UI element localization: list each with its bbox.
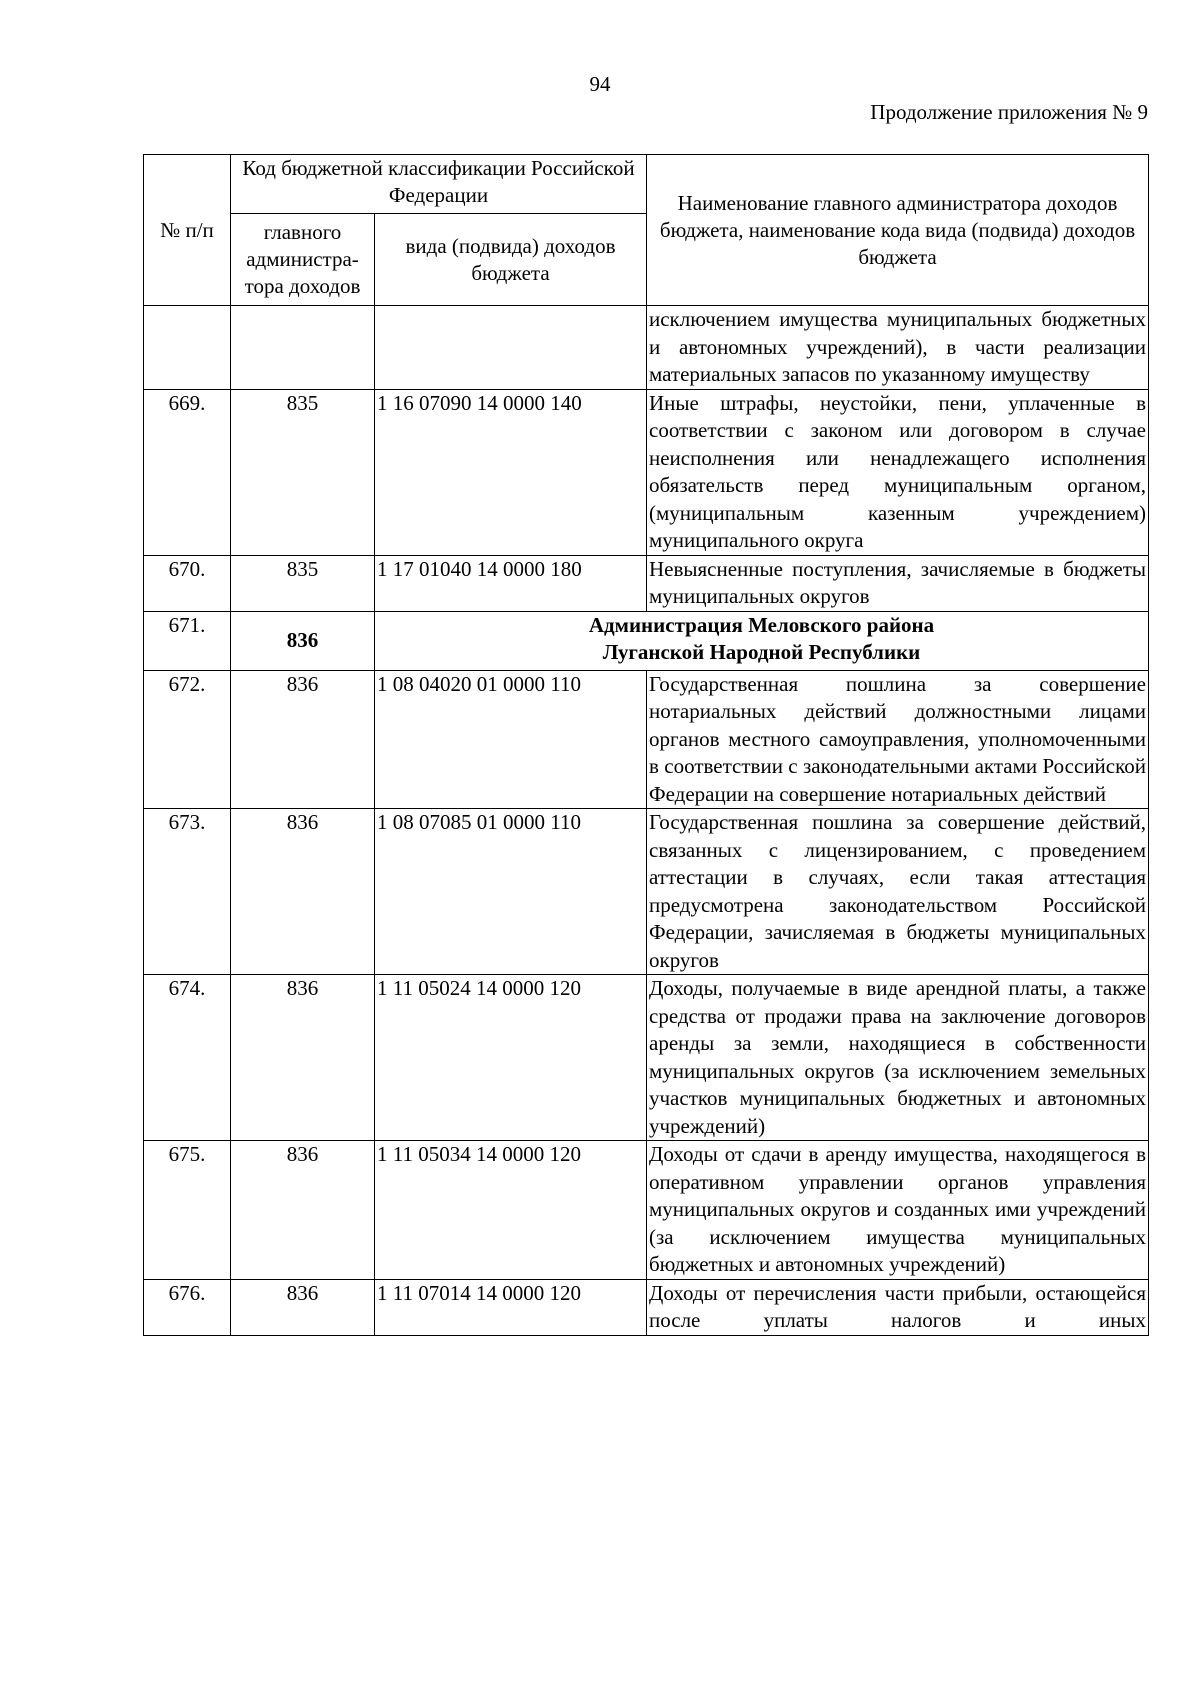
row-income-code: 1 16 07090 14 0000 140 (375, 389, 647, 555)
header-admin: главного администра-тора доходов (231, 214, 375, 306)
table-row (144, 1279, 1149, 1335)
row-income-code (375, 306, 647, 390)
row-income-name: Доходы от сдачи в аренду имущества, находящегося в оперативном управлении органов управления муниципальных округов и созданных ими учреждений (за исключением имущества муниципальных бюджетных и автономных учреждений) (647, 1141, 1149, 1280)
row-income-name: Государственная пошлина за совершение действий, связанных с лицензированием, с проведением аттестации в случаях, если такая аттестация предусмотрена законодательством Российской Федерации, зачисляемая в бюджеты муниципальных округов (647, 809, 1149, 975)
row-num: 671. (144, 611, 231, 670)
row-num: 675. (144, 1141, 231, 1280)
table-header-row (144, 155, 1149, 214)
table-row (144, 555, 1149, 611)
row-admin-code: 835 (231, 555, 375, 611)
administrator-title-line1: Администрация Меловского района (588, 612, 935, 637)
row-income-code: 1 08 07085 01 0000 110 (375, 809, 647, 975)
row-income-name: исключением имущества муниципальных бюджетных и автономных учреждений), в части реализации материальных запасов по указанному имуществу (647, 306, 1149, 390)
table-row (144, 306, 1149, 390)
row-income-code: 1 17 01040 14 0000 180 (375, 555, 647, 611)
table-row (144, 809, 1149, 975)
row-income-name: Доходы от перечисления части прибыли, остающейся после уплаты налогов и иных (647, 1279, 1149, 1335)
row-admin-code: 836 (231, 809, 375, 975)
row-num (144, 306, 231, 390)
row-income-code: 1 08 04020 01 0000 110 (375, 670, 647, 809)
row-income-name: Иные штрафы, неустойки, пени, уплаченные в соответствии с законом или договором в случае неисполнения или ненадлежащего исполнения обязательств перед муниципальным органом, (муниципальным казенным учреждением) муниципального округа (647, 389, 1149, 555)
header-num: № п/п (144, 155, 231, 306)
row-admin-code: 836 (231, 1279, 375, 1335)
row-admin-code: 836 (231, 670, 375, 809)
appendix-continuation-caption: Продолжение приложения № 9 (870, 100, 1148, 124)
row-income-name: Государственная пошлина за совершение нотариальных действий должностными лицами органов местного самоуправления, уполномоченными в соответствии с законодательными актами Российской Федерации на совершение нотариальных действий (647, 670, 1149, 809)
header-code: вида (подвида) доходов бюджета (375, 214, 647, 306)
row-num: 676. (144, 1279, 231, 1335)
row-num: 670. (144, 555, 231, 611)
row-admin-code: 836 (231, 1141, 375, 1280)
row-num: 669. (144, 389, 231, 555)
administrator-title (375, 611, 1149, 670)
row-income-code: 1 11 05024 14 0000 120 (375, 975, 647, 1141)
row-num: 672. (144, 670, 231, 809)
row-income-code: 1 11 07014 14 0000 120 (375, 1279, 647, 1335)
row-admin-code: 835 (231, 389, 375, 555)
table-row (144, 670, 1149, 809)
row-income-code: 1 11 05034 14 0000 120 (375, 1141, 647, 1280)
row-num: 673. (144, 809, 231, 975)
row-admin-code: 836 (231, 611, 375, 670)
header-code-group: Код бюджетной классификации Российской Федерации (231, 155, 647, 214)
table-row (144, 975, 1149, 1141)
header-name: Наименование главного администратора доходов бюджета, наименование кода вида (подвида) доходов бюджета (647, 155, 1149, 306)
table-row (144, 389, 1149, 555)
row-income-name: Невыясненные поступления, зачисляемые в бюджеты муниципальных округов (647, 555, 1149, 611)
table-row (144, 1141, 1149, 1280)
row-admin-code (231, 306, 375, 390)
administrator-row (144, 611, 1149, 670)
page-number: 94 (589, 72, 611, 96)
row-num: 674. (144, 975, 231, 1141)
row-admin-code: 836 (231, 975, 375, 1141)
administrator-title-line2: Луганской Народной Республики (602, 639, 921, 664)
row-income-name: Доходы, получаемые в виде арендной платы, а также средства от продажи права на заключение договоров аренды за земли, находящиеся в собственности муниципальных округов (за исключением земельных участков муниципальных бюджетных и автономных учреждений) (647, 975, 1149, 1141)
budget-classification-table (143, 154, 1149, 1336)
